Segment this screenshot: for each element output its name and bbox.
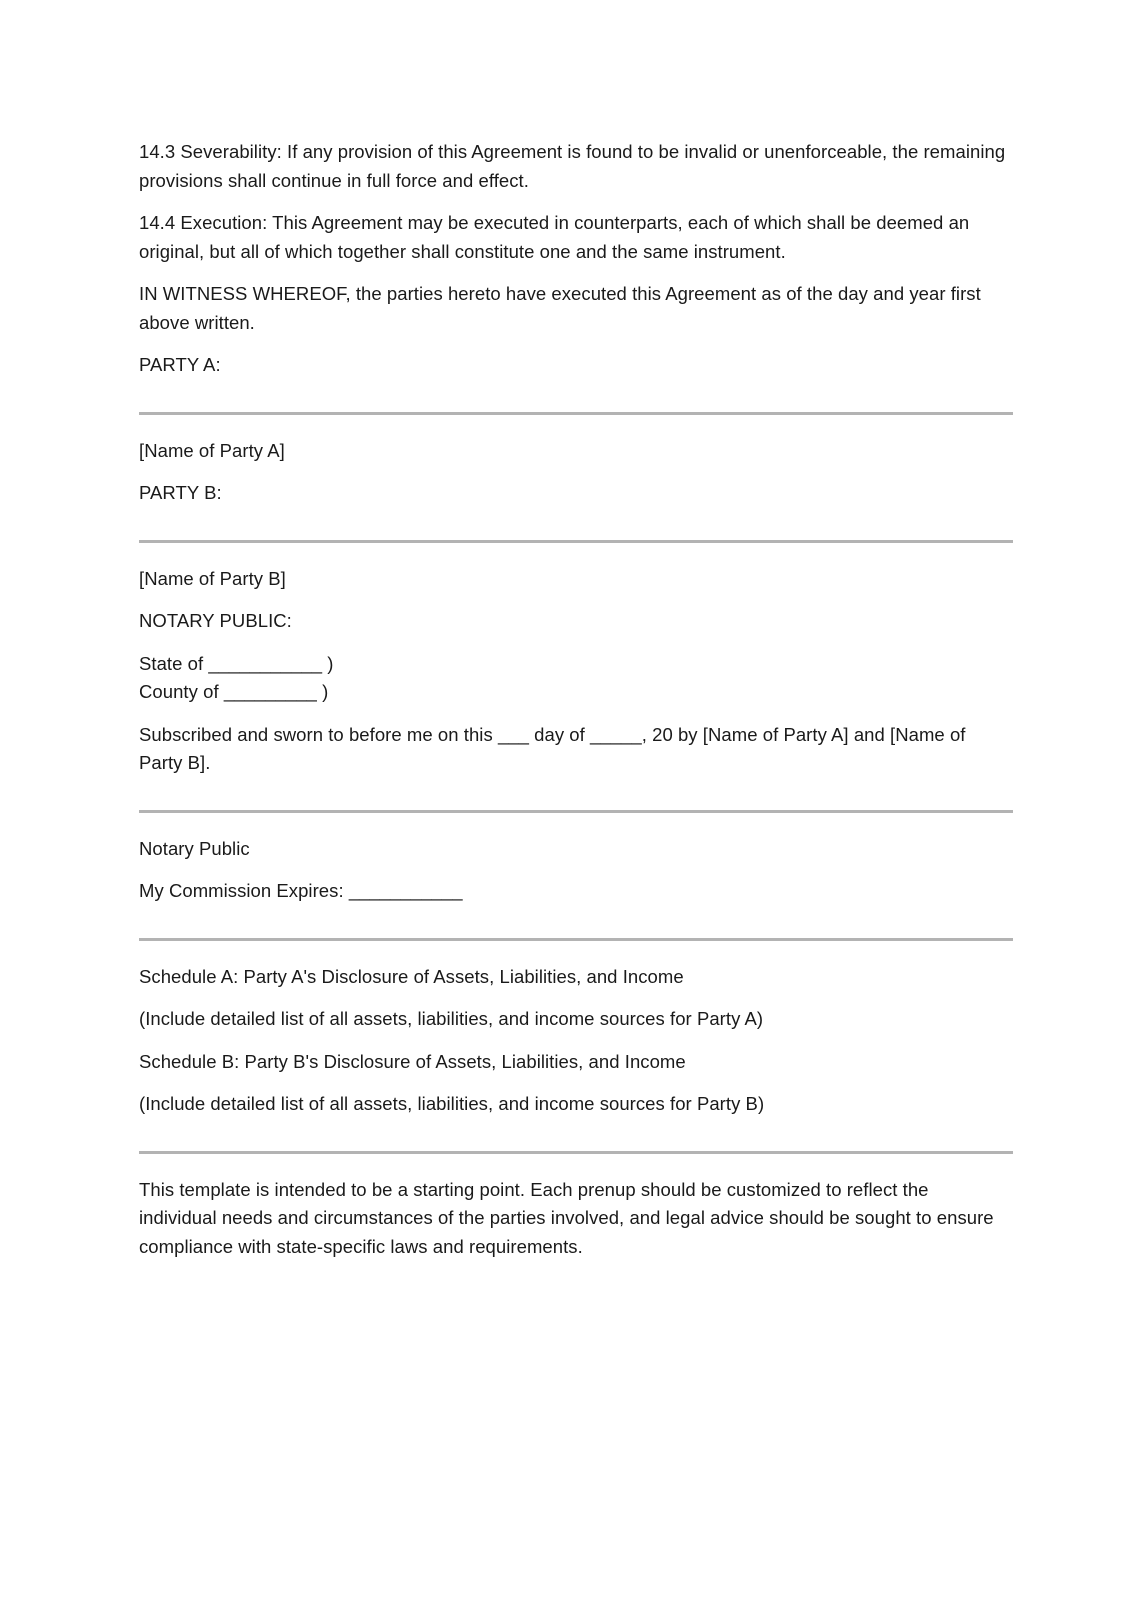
section-divider-1 [139,938,1013,941]
county-line: County of _________ ) [139,681,329,702]
document-page [139,138,1011,1261]
schedule-a-note: (Include detailed list of all assets, liabilities, and income sources for Party A) [139,1008,764,1029]
severability-paragraph: 14.3 Severability: If any provision of this Agreement is found to be invalid or unenforceable, the remaining provisions shall continue in full force and effect. [139,141,1006,191]
party-b-name: [Name of Party B] [139,567,286,589]
witness-paragraph: IN WITNESS WHEREOF, the parties hereto have executed this Agreement as of the day and year first above written. [139,283,981,333]
commission-expires-line: My Commission Expires: ___________ [139,880,463,901]
party-a-signature-line [139,412,1013,415]
party-b-signature-line [139,540,1013,543]
execution-paragraph: 14.4 Execution: This Agreement may be executed in counterparts, each of which shall be deemed an original, but all of which together shall constitute one and the same instrument. [139,212,970,262]
party-b-label: PARTY B: [139,482,222,503]
template-disclaimer: This template is intended to be a starting point. Each prenup should be customized to reflect the individual needs and circumstances of the parties involved, and legal advice should be sought to ensure compliance with state-specific laws and requirements. [139,1178,994,1257]
schedule-b-note: (Include detailed list of all assets, liabilities, and income sources for Party B) [139,1093,765,1114]
notary-label: NOTARY PUBLIC: [139,610,292,631]
schedule-b-title: Schedule B: Party B's Disclosure of Assets, Liabilities, and Income [139,1050,686,1072]
state-line: State of ___________ ) [139,652,334,674]
subscribed-paragraph: Subscribed and sworn to before me on this ___ day of _____, 20 by [Name of Party A] and [Name of Party B]. [139,723,966,773]
venue-block [139,650,1011,707]
notary-signature-line [139,810,1013,813]
party-a-name: [Name of Party A] [139,439,285,461]
schedule-a-title: Schedule A: Party A's Disclosure of Assets, Liabilities, and Income [139,965,684,987]
party-a-label: PARTY A: [139,354,221,375]
section-divider-2 [139,1151,1013,1154]
notary-public-caption: Notary Public [139,837,250,859]
